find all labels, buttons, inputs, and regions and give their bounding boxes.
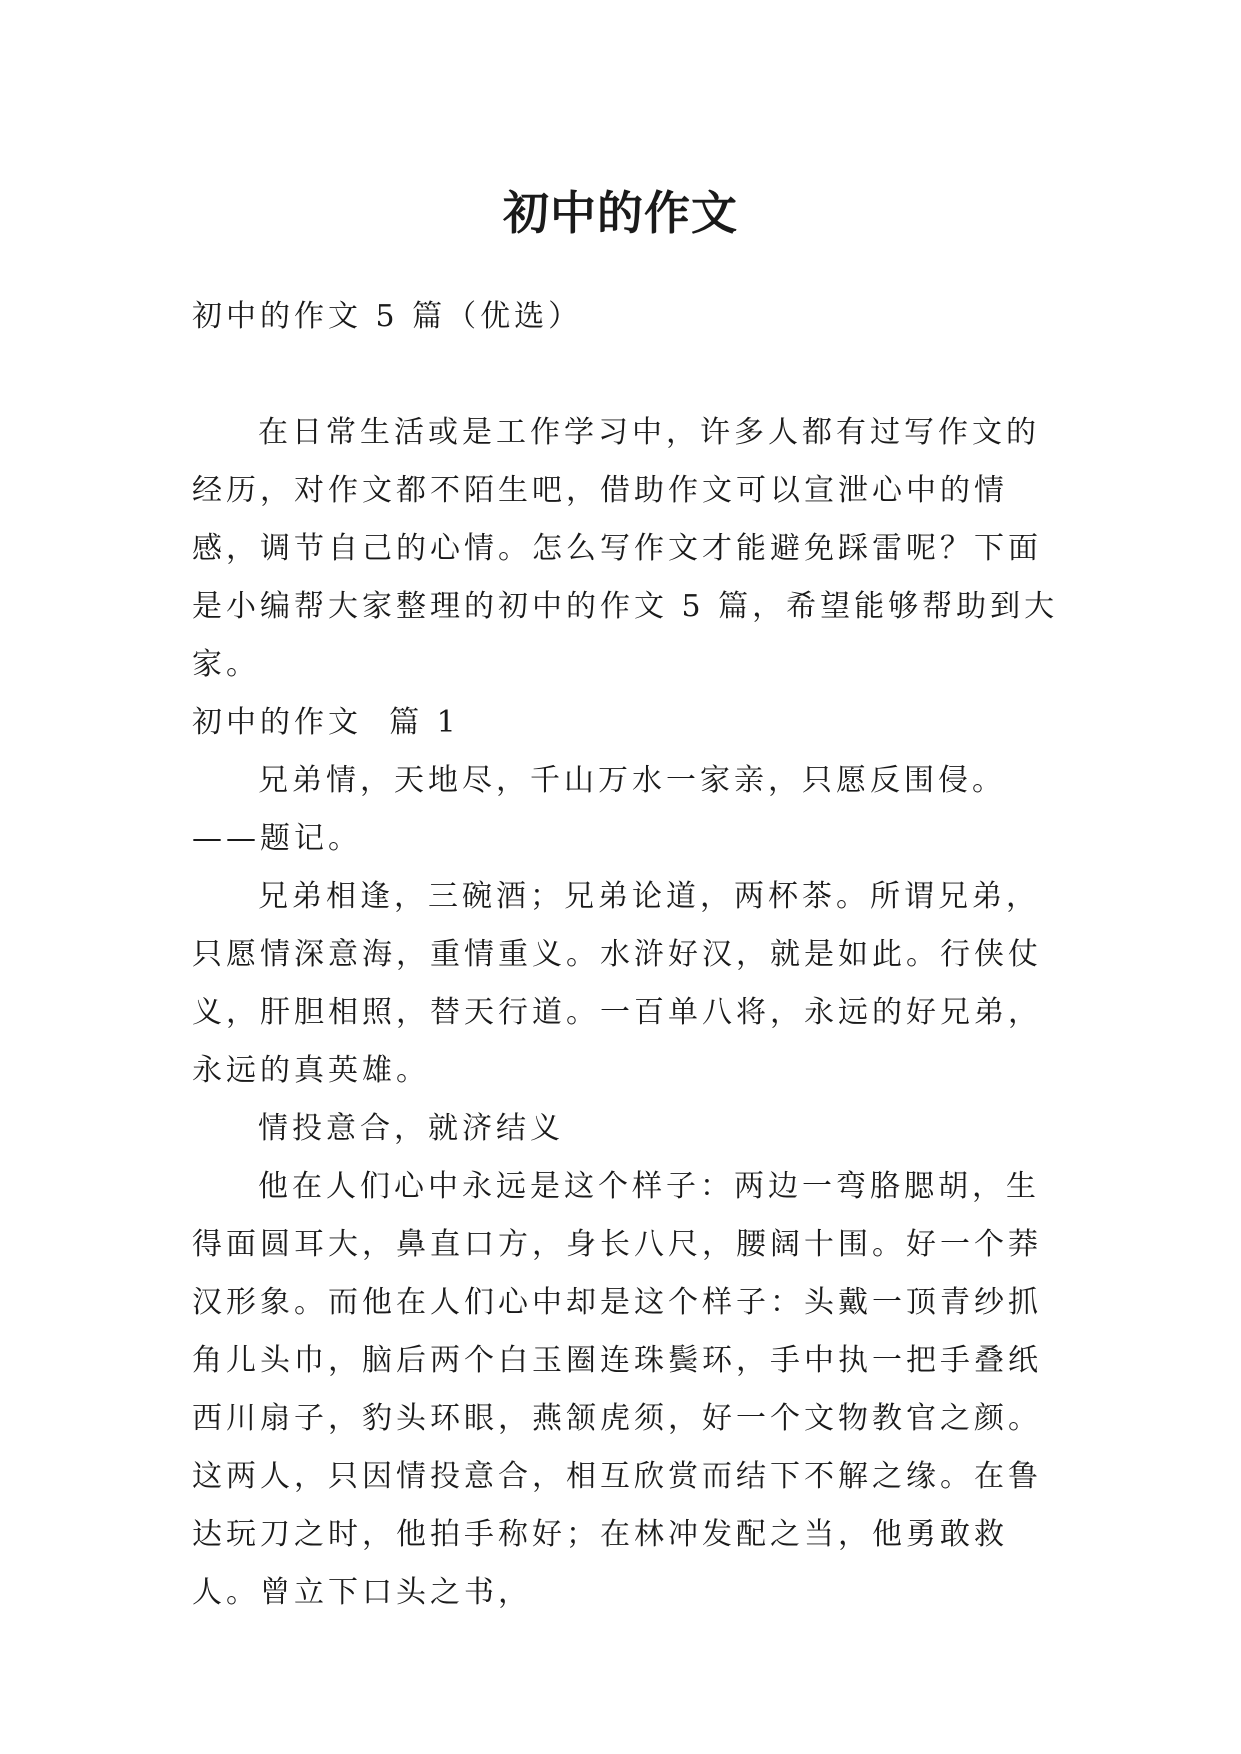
paragraph-brotherhood: 兄弟相逢，三碗酒；兄弟论道，两杯茶。所谓兄弟，只愿情深意海，重情重义。水浒好汉，就是如此。行侠仗义，肝胆相照，替天行道。一百单八将，永远的好兄弟，永远的真英雄。 [192, 879, 1042, 1088]
article-heading: 初中的作文 篇 1 [192, 705, 460, 740]
document-title: 初中的作文 [503, 185, 738, 240]
paragraph-epigraph: 兄弟情，天地尽，千山万水一家亲，只愿反围侵。——题记。 [192, 763, 1006, 856]
intro-paragraph: 在日常生活或是工作学习中，许多人都有过写作文的经历，对作文都不陌生吧，借助作文可以宣泄心中的情感，调节自己的心情。怎么写作文才能避免踩雷呢？下面是小编帮大家整理的初中的作文 5 篇，希望能够帮助到大家。 [192, 415, 1059, 682]
paragraph-story: 他在人们心中永远是这个样子：两边一弯胳腮胡，生得面圆耳大，鼻直口方，身长八尺，腰阔十围。好一个莽汉形象。而他在人们心中却是这个样子：头戴一顶青纱抓角儿头巾，脑后两个白玉圈连珠鬓环，手中执一把手叠纸西川扇子，豹头环眼，燕颔虎须，好一个文物教官之颜。这两人，只因情投意合，相互欣赏而结下不解之缘。在鲁达玩刀之时，他拍手称好；在林冲发配之当，他勇敢救人。曾立下口头之书， [192, 1169, 1042, 1610]
section-subheading: 情投意合，就济结义 [258, 1111, 564, 1146]
document-subtitle: 初中的作文 5 篇（优选） [192, 299, 583, 334]
